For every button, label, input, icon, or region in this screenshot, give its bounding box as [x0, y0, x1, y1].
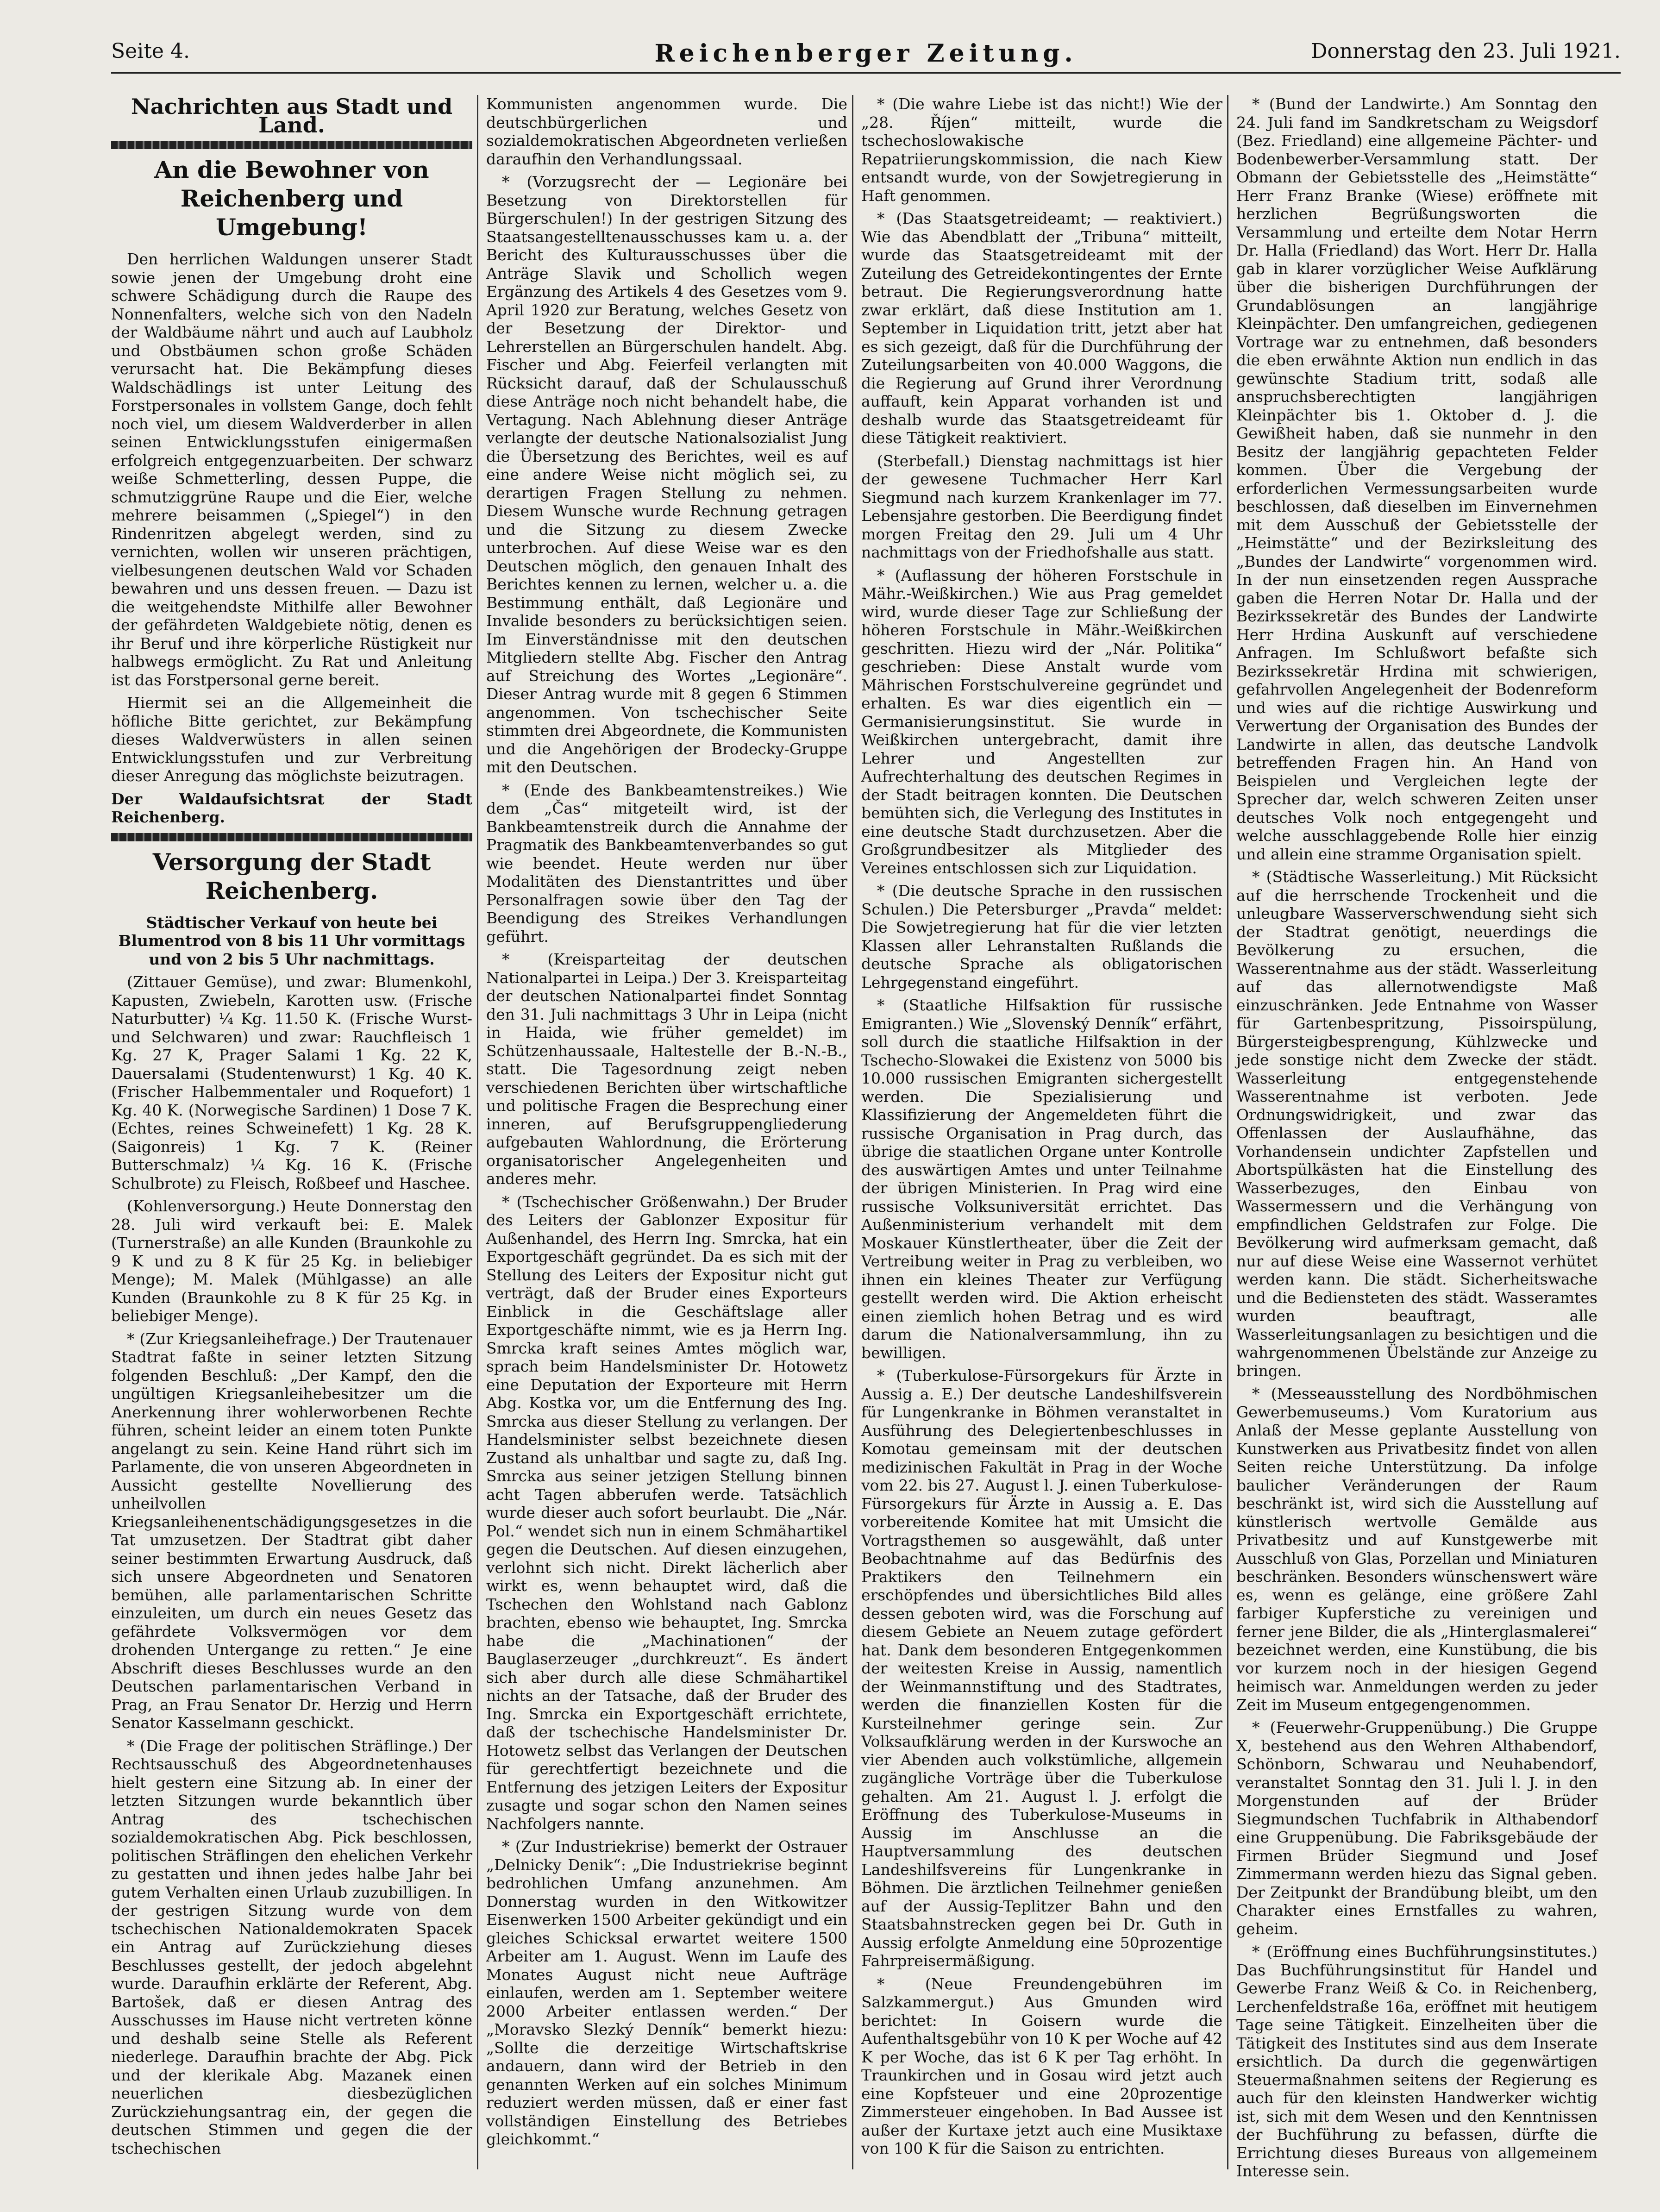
article-paragraph: * (Kreisparteitag der deutschen Nationalpartei in Leipa.) Der 3. Kreisparteitag der deutschen Nationalpartei findet Sonntag den 31. Juli nachmittags 3 Uhr in Leipa (nicht in Haida, wie früher gemeldet) im Schützenhaussaale, Haltestelle der B.-N.-B., statt. Die Tagesordnung zeigt neben verschiedenen Berichten über wirtschaftliche und politische Fragen die Besprechung einer inneren, auf Berufsgruppengliederung aufgebauten Wahlordnung, die Erörterung organisatorischer Angelegenheiten und anderes mehr.	[486, 950, 847, 1188]
column-rule	[852, 95, 853, 2169]
page-number: Seite 4.	[111, 39, 190, 63]
column-3	[861, 95, 1222, 2169]
article-paragraph: * (Feuerwehr-Gruppenübung.) Die Gruppe X, bestehend aus den Wehren Althabendorf, Schönborn, Schwarau und Neuhabendorf, veranstaltet Sonntag den 31. Juli l. J. in den Morgenstunden auf der Brüder Siegmundschen Tuchfabrik in Althabendorf eine Gruppenübung. Die Fabriksgebäude der Firmen Brüder Siegmund und Josef Zimmermann werden hiezu das Signal geben. Der Zeitpunkt der Brandübung bleibt, um den Charakter eines Ernstfalles zu wahren, geheim.	[1236, 1718, 1597, 1938]
column-rule	[1227, 95, 1228, 2169]
column-rule	[477, 95, 478, 2169]
article-paragraph: * (Städtische Wasserleitung.) Mit Rücksicht auf die herrschende Trockenheit und die unleugbare Wasserverschwendung sieht sich der Stadtrat genötigt, neuerdings die Bevölkerung zu ersuchen, die Wasserentnahme aus der städt. Wasserleitung auf das allernotwendigste Maß einzuschränken. Jede Entnahme von Wasser für Gartenbespritzung, Pissoirspülung, Bürgersteigbesprengung, Kühlzwecke und jede sonstige nicht dem Zwecke der städt. Wasserleitung entgegenstehende Wasserentnahme ist verboten. Jede Ordnungswidrigkeit, und zwar das Offenlassen der Auslaufhähne, das Vorhandensein undichter Zapfstellen und Abortspülkästen hat die Einstellung des Wasserbezuges, den Einbau von Wassermessern und die Verhängung von empfindlichen Geldstrafen zur Folge. Die Bevölkerung wird aufmerksam gemacht, daß nur auf diese Weise eine Wassernot verhütet werden kann. Die städt. Sicherheitswache und die Bediensteten des städt. Wasseramtes wurden beauftragt, alle Wasserleitungsanlagen zu besichtigen und die wahrgenommenen Übelstände zur Anzeige zu bringen.	[1236, 868, 1597, 1380]
article-headline: An die Bewohner von Reichenberg und Umgebung!	[154, 156, 429, 241]
article-paragraph: (Kohlenversorgung.) Heute Donnerstag den 28. Juli wird verkauft bei: E. Malek (Turnerstraße) an alle Kunden (Braunkohle zu 9 K und zu 8 K für 25 Kg. in beliebiger Menge); M. Malek (Mühlgasse) an alle Kunden (Braunkohle zu 8 K für 25 Kg. in beliebiger Menge).	[111, 1197, 472, 1325]
article-paragraph: * (Eröffnung eines Buchführungsinstitutes.) Das Buchführungsinstitut für Handel und Gewerbe Franz Weiß & Co. in Reichenberg, Lerchenfeldstraße 16a, eröffnet mit heutigem Tage seine Tätigkeit. Einzelheiten über die Tätigkeit des Institutes sind aus dem Inserate ersichtlich. Da durch die gegenwärtigen Steuermaßnahmen seitens der Regierung es auch für den kleinsten Handwerker wichtig ist, sich mit dem Wesen und den Kenntnissen der Buchführung zu befassen, dürfte die Errichtung dieses Bureaus von allgemeinem Interesse sein.	[1236, 1943, 1597, 2180]
article-paragraph: * (Staatliche Hilfsaktion für russische Emigranten.) Wie „Slovenský Denník“ erfährt, soll durch die staatliche Hilfsaktion in der Tschecho-Slowakei die Existenz von 5000 bis 10.000 russischen Emigranten sichergestellt werden. Die Spezialisierung und Klassifizierung der Angemeldeten führt die russische Organisation in Prag durch, das übrige die staatlichen Organe unter Kontrolle des auswärtigen Amtes und unter Teilnahme der übrigen Ministerien. In Prag wird eine russische Volksuniversität errichtet. Das Außenministerium verhandelt mit dem Moskauer Künstlertheater, über die Zeit der Vertreibung weiter in Prag zu verbleiben, wo ihnen ein kleines Theater zur Verfügung gestellt werden wird. Die Aktion erheischt einen ziemlich hohen Betrag und es wird darum die Nationalversammlung, ihn zu bewilligen.	[861, 996, 1222, 1362]
article-paragraph: * (Zur Kriegsanleihefrage.) Der Trautenauer Stadtrat faßte in seiner letzten Sitzung folgenden Beschluß: „Der Kampf, den die ungültigen Kriegsanleihebesitzer um die Anerkennung ihrer wohlerworbenen Rechte führen, scheint leider an einem toten Punkte angelangt zu sein. Keine Hand rührt sich im Parlamente, die von unseren Abgeordneten in Aussicht gestellte Novellierung des unheilvollen Kriegsanleihenentschädigungsgesetzes in die Tat umzusetzen. Der Stadtrat gibt daher seiner bestimmten Erwartung Ausdruck, daß sich unsere Abgeordneten und Senatoren bemühen, alle parlamentarischen Schritte einzuleiten, um durch ein neues Gesetz das gefährdete Volksvermögen vor dem drohenden Untergange zu retten.“ Je eine Abschrift dieses Beschlusses wurde an den Deutschen parlamentarischen Verband in Prag, an Frau Senator Dr. Herzig und Herrn Senator Kasselmann geschickt.	[111, 1329, 472, 1732]
section-headline: Versorgung der Stadt Reichenberg.	[152, 848, 431, 904]
article-paragraph: * (Tschechischer Größenwahn.) Der Bruder des Leiters der Gablonzer Expositur für Außenhandel, des Herrn Ing. Smrcka, hat ein Exportgeschäft gegründet. Da es sich mit der Stellung des Leiters der Expositur nicht gut verträgt, daß der Bruder eines Exporteurs Einblick in die Geschäftslage aller Exportgeschäfte nimmt, wie es ja Herrn Ing. Smrcka kraft seines Amtes möglich war, sprach beim Handelsminister Dr. Hotowetz eine Deputation der Exporteure mit Herrn Abg. Kostka vor, um die Entfernung des Ing. Smrcka aus dieser Stellung zu verlangen. Der Handelsminister selbst bezeichnete diesen Zustand als unhaltbar und sagte zu, daß Ing. Smrcka aus seiner jetzigen Stellung binnen acht Tagen abberufen werde. Tatsächlich wurde dieser auch sofort beurlaubt. Die „Nár. Pol.“ wendet sich nun in einem Schmähartikel gegen die Deutschen. Auf diesen einzugehen, verlohnt sich nicht. Direkt lächerlich aber wirkt es, wenn behauptet wird, daß die Tschechen den Wohlstand nach Gablonz brachten, ebenso wie behauptet, Ing. Smrcka habe die „Machinationen“ der Bauglaserzeuger „durchkreuzt“. Es ändert sich aber durch alle diese Schmähartikel nichts an der Tatsache, daß der Bruder des Ing. Smrcka ein Exportgeschäft errichtete, daß der tschechische Handelsminister Dr. Hotowetz selbst das Verlangen der Deutschen für gerechtfertigt bezeichnete und die Entfernung des jetzigen Leiters der Expositur zusagte und sogar schon den Namen seines Nachfolgers nannte.	[486, 1192, 847, 1833]
article-paragraph: Den herrlichen Waldungen unserer Stadt sowie jenen der Umgebung droht eine schwere Schädigung durch die Raupe des Nonnenfalters, welche sich von den Nadeln der Waldbäume nährt und auch auf Laubholz und Obstbäumen schon große Schäden verursacht hat. Die Bekämpfung dieses Waldschädlings ist unter Leitung des Forstpersonales in vollstem Gange, doch fehlt noch viel, um diesem Waldverderber in allen seinen Entwicklungsstufen einigermaßen erfolgreich entgegenzuarbeiten. Der schwarz weiße Schmetterling, dessen Puppe, die schmutziggrüne Raupe und die Eier, welche mehrere beisammen („Spiegel“) in den Rindenritzen abgelegt werden, sind zu vernichten, wollen wir unseren prächtigen, vielbesungenen deutschen Wald vor Schaden bewahren und uns dessen freuen. — Dazu ist die weitgehendste Mithilfe aller Bewohner der gefährdeten Waldgebiete nötig, denen es ihr Beruf und ihre körperliche Rüstigkeit nur halbwegs ermöglicht. Zu Rat und Anleitung ist das Forstpersonal gerne bereit.	[111, 250, 472, 689]
article-paragraph: (Sterbefall.) Dienstag nachmittags ist hier der gewesene Tuchmacher Herr Karl Siegmund nach kurzem Krankenlager im 77. Lebensjahre gestorben. Die Beerdigung findet morgen Freitag den 29. Juli um 4 Uhr nachmittags von der Friedhofshalle aus statt.	[861, 451, 1222, 561]
article-paragraph: * (Vorzugsrecht der — Legionäre bei Besetzung von Direktorstellen für Bürgerschulen!) In der gestrigen Sitzung des Staatsangestelltenausschusses kam u. a. der Bericht des Kulturausschusses über die Anträge Slavik und Schollich wegen Ergänzung des Artikels 4 des Gesetzes vom 9. April 1920 zur Beratung, welches Gesetz von der Besetzung der Direktor- und Lehrerstellen an Bürgerschulen handelt. Abg. Fischer und Abg. Feierfeil verlangten mit Rücksicht darauf, daß der Schulausschuß diese Anträge noch nicht behandelt habe, die Vertagung. Nach Ablehnung dieser Anträge verlangte der deutsche Nationalsozialist Jung die Übersetzung des Berichtes, weil es auf eine andere Weise nicht möglich sei, zu derartigen Fragen Stellung zu nehmen. Diesem Wunsche wurde Rechnung getragen und die Sitzung zu diesem Zwecke unterbrochen. Auf diese Weise war es den Deutschen möglich, den genauen Inhalt des Berichtes kennen zu lernen, welcher u. a. die Bestimmung enthält, daß Legionäre und Invalide besonders zu berücksichtigen seien. Im Einverständnisse mit den deutschen Mitgliedern stellte Abg. Fischer den Antrag auf Streichung des Wortes „Legionäre“. Dieser Antrag wurde mit 8 gegen 6 Stimmen angenommen. Von tschechischer Seite stimmten drei Abgeordnete, die Kommunisten und die Angehörigen der Brodecky-Gruppe mit den Deutschen.	[486, 173, 847, 776]
article-paragraph: * (Die wahre Liebe ist das nicht!) Wie der „28. Říjen“ mitteilt, wurde die tschechoslowakische Repatriierungskommission, die nach Kiew entsandt wurde, von der Sowjetregierung in Haft genommen.	[861, 95, 1222, 205]
article-paragraph: * (Tuberkulose-Fürsorgekurs für Ärzte in Aussig a. E.) Der deutsche Landeshilfsverein für Lungenkranke in Böhmen veranstaltet in Ausführung des Delegiertenbeschlusses in Komotau gemeinsam mit der deutschen medizinischen Fakultät in Prag in der Woche vom 22. bis 27. August l. J. einen Tuberkulose-Fürsorgekurs für Ärzte in Aussig a. E. Das vorbereitende Komitee hat mit Umsicht die Vortragsthemen so ausgewählt, daß unter Beobachtnahme auf das Bedürfnis des Praktikers den Teilnehmern ein erschöpfendes und übersichtliches Bild alles dessen geboten wird, was die Forschung auf diesem Gebiete an Neuem zutage gefördert hat. Dank dem besonderen Entgegenkommen der weitesten Kreise in Aussig, namentlich der Weinmannstiftung und des Stadtrates, werden die finanziellen Kosten für die Kursteilnehmer geringe sein. Zur Volksaufklärung werden in der Kurswoche an vier Abenden auch volkstümliche, allgemein zugängliche Vorträge über die Tuberkulose gehalten. Am 21. August l. J. erfolgt die Eröffnung des Tuberkulose-Museums in Aussig im Anschlusse an die Hauptversammlung des deutschen Landeshilfsvereins für Lungenkranke in Böhmen. Die ärztlichen Teilnehmer genießen auf der Aussig-Teplitzer Bahn und den Staatsbahnstrecken gegen bei Dr. Guth in Aussig erfolgte Anmeldung eine 50prozentige Fahrpreisermäßigung.	[861, 1366, 1222, 1970]
article-paragraph: * (Auflassung der höheren Forstschule in Mähr.-Weißkirchen.) Wie aus Prag gemeldet wird, wurde dieser Tage zur Schließung der höheren Forstschule in Mähr.-Weißkirchen geschritten. Hiezu wird der „Nár. Politika“ geschrieben: Diese Anstalt wurde vom Mährischen Forstschulvereine gegründet und erhalten. Es war dies eigentlich ein — Germanisierungsinstitut. Sie wurde in Weißkirchen untergebracht, damit ihre Lehrer und Angestellten zur Aufrechterhaltung des deutschen Regimes in der Stadt beitragen konnten. Die Deutschen bemühten sich, die Verlegung des Institutes in eine deutsche Stadt durchzusetzen. Aber die Großgrundbesitzer als Mitglieder des Vereines entschlossen sich zur Liquidation.	[861, 566, 1222, 877]
section-subheading: Städtischer Verkauf von heute bei Blumentrod von 8 bis 11 Uhr vormittags und von 2 bis 5 Uhr nachmittags.	[118, 913, 465, 968]
article-paragraph: * (Die Frage der politischen Sträflinge.) Der Rechtsausschuß des Abgeordnetenhauses hielt gestern eine Sitzung ab. In einer der letzten Sitzungen wurde bekanntlich über Antrag des tschechischen sozialdemokratischen Abg. Pick beschlossen, politischen Sträflingen den ehelichen Verkehr zu gestatten und ihnen jedes halbe Jahr bei gutem Verhalten einen Urlaub zuzubilligen. In der gestrigen Sitzung wurde von dem tschechischen Nationaldemokraten Spacek ein Antrag auf Zurückziehung dieses Beschlusses gestellt, der jedoch abgelehnt wurde. Daraufhin erklärte der Referent, Abg. Bartošek, daß er diesen Antrag des Ausschusses im Hause nicht vertreten könne und deshalb seine Stelle als Referent niederlege. Daraufhin brachte der Abg. Pick und der klerikale Abg. Mazanek einen neuerlichen diesbezüglichen Zurückziehungsantrag ein, der gegen die deutschen Stimmen und gegen die der tschechischen	[111, 1736, 472, 2157]
newspaper-title: Reichenberger Zeitung.	[654, 39, 1077, 68]
issue-date: Donnerstag den 23. Juli 1921.	[1311, 39, 1621, 63]
column-4	[1236, 95, 1597, 2180]
article-paragraph: (Zittauer Gemüse), und zwar: Blumenkohl, Kapusten, Zwiebeln, Karotten usw. (Frische Naturbutter) ¼ Kg. 11.50 K. (Frische Wurst- und Selchwaren) und zwar: Rauchfleisch 1 Kg. 27 K, Prager Salami 1 Kg. 22 K, Dauersalami (Studentenwurst) 1 Kg. 40 K. (Frischer Halbemmentaler und Roquefort) 1 Kg. 40 K. (Norwegische Sardinen) 1 Dose 7 K. (Echtes, reines Schweinefett) 1 Kg. 28 K. (Saigonreis) 1 Kg. 7 K. (Reiner Butterschmalz) ¼ Kg. 16 K. (Frische Schulbrote) zu Fleisch, Roßbeef und Haschee.	[111, 973, 472, 1192]
column-1	[111, 95, 472, 2169]
ornament-rule	[111, 833, 472, 841]
article-signature: Der Waldaufsichtsrat der Stadt Reichenberg.	[111, 790, 472, 826]
article-paragraph: * (Messeausstellung des Nordböhmischen Gewerbemuseums.) Vom Kuratorium aus Anlaß der Messe geplante Ausstellung von Kunstwerken aus Privatbesitz findet von allen Seiten reiche Unterstützung. Da infolge baulicher Veränderungen der Raum beschränkt ist, wird sich die Ausstellung auf künstlerisch wertvolle Gemälde aus Privatbesitz und auf Kunstgewerbe mit Ausschluß von Glas, Porzellan und Miniaturen beschränken. Besonders wünschenswert wäre es, wenn es gelänge, eine größere Zahl farbiger Kupferstiche zu vereinigen und ferner jene Bilder, die als „Hinterglasmalerei“ bezeichnet werden, eine Kunstübung, die bis vor kurzem noch in der hiesigen Gegend heimisch war. Anmeldungen werden zu jeder Zeit im Museum entgegengenommen.	[1236, 1385, 1597, 1714]
article-paragraph: Kommunisten angenommen wurde. Die deutschbürgerlichen und sozialdemokratischen Abgeordneten verließen daraufhin den Verhandlungssaal.	[486, 95, 847, 168]
article-paragraph: * (Die deutsche Sprache in den russischen Schulen.) Die Petersburger „Pravda“ meldet: Die Sowjetregierung hat für die vier letzten Klassen aller Lehranstalten Rußlands die deutsche Sprache als obligatorischen Lehrgegenstand eingeführt.	[861, 882, 1222, 991]
article-paragraph: * (Zur Industriekrise) bemerkt der Ostrauer „Delnicky Denik“: „Die Industriekrise beginnt bedrohlichen Umfang anzunehmen. Am Donnerstag wurden in den Witkowitzer Eisenwerken 1500 Arbeiter gekündigt und ein gleiches Schicksal erwartet weitere 1500 Arbeiter am 1. August. Wenn im Laufe des Monates August nicht neue Aufträge einlaufen, werden am 1. September weitere 2000 Arbeiter entlassen werden.“ Der „Moravsko Slezký Denník“ bemerkt hiezu: „Sollte die derzeitige Wirtschaftskrise andauern, dann wird der Betrieb in den genannten Werken auf ein solches Minimum reduziert werden müssen, daß er einer fast vollständigen Einstellung des Betriebes gleichkommt.“	[486, 1837, 847, 2148]
article-paragraph: Hiermit sei an die Allgemeinheit die höfliche Bitte gerichtet, zur Bekämpfung dieses Waldverwüsters in allen seinen Entwicklungsstufen und zur Verbreitung dieser Anregung das möglichste beizutragen.	[111, 694, 472, 785]
ornament-rule	[111, 141, 472, 149]
article-paragraph: * (Neue Freundengebühren im Salzkammergut.) Aus Gmunden wird berichtet: In Goisern wurde die Aufenthaltsgebühr von 10 K per Woche auf 42 K per Woche, das ist 6 K per Tag erhöht. In Traunkirchen und in Gosau wird jetzt auch eine Kopfsteuer und eine 20prozentige Zimmersteuer eingehoben. In Bad Aussee ist außer der Kurtaxe jetzt auch eine Musiktaxe von 100 K für die Saison zu entrichten.	[861, 1974, 1222, 2157]
masthead	[111, 39, 1621, 74]
column-2	[486, 95, 847, 2169]
section-heading: Nachrichten aus Stadt und Land.	[131, 94, 453, 138]
article-paragraph: * (Ende des Bankbeamtenstreikes.) Wie dem „Čas“ mitgeteilt wird, ist der Bankbeamtenstreik durch die Annahme der Pragmatik des Bankbeamtenverbandes so gut wie beendet. Heute werden nur über Modalitäten des Dienstantrittes und über Personalfragen sowie über den Tag der Beendigung des Streikes Verhandlungen geführt.	[486, 781, 847, 946]
article-paragraph: * (Bund der Landwirte.) Am Sonntag den 24. Juli fand im Sandkretscham zu Weigsdorf (Bez. Friedland) eine allgemeine Pächter- und Bodenbewerber-Versammlung statt. Der Obmann der Gebietsstelle des „Heimstätte“ Herr Franz Branke (Wiese) eröffnete mit herzlichen Begrüßungsworten die Versammlung und erteilte dem Notar Herrn Dr. Halla (Friedland) das Wort. Herr Dr. Halla gab in klarer vorzüglicher Weise Aufklärung über die bisherigen Durchführungen der Grundablösungen an langjährige Kleinpächter. Den umfangreichen, gediegenen Vortrage war zu entnehmen, daß besonders die eben erwähnte Aktion nun endlich in das gewünschte Stadium tritt, sodaß alle anspruchsberechtigten langjährigen Kleinpächter bis 1. Oktober d. J. die Gewißheit haben, daß sie nunmehr in den Besitz der langjährig gepachteten Felder kommen. Über die Vergebung der erforderlichen Vermessungsarbeiten wurde beschlossen, daß dieselben im Einvernehmen mit dem Ausschuß der Gebietsstelle der „Heimstätte“ und der Bezirksleitung des „Bundes der Landwirte“ vorgenommen wird. In der nun einsetzenden regen Aussprache gaben die Herren Notar Dr. Halla und der Bezirkssekretär des Bundes der Landwirte Herr Hrdina Auskunft auf verschiedene Anfragen. Im Schlußwort befaßte sich Bezirkssekretär Hrdina mit schwierigen, gefahrvollen Angelegenheit der Bodenreform und wies auf die richtige Auswirkung und Verwertung der Organisation des Bundes der Landwirte in allen, das deutsche Landvolk betreffenden Fragen hin. An Hand von Beispielen und Vergleichen legte der Sprecher dar, welch schweren Zeiten unser deutsches Volk noch entgegengeht und welche ausschlaggebende Rolle hier einzig und allein eine stramme Organisation spielt.	[1236, 95, 1597, 863]
article-paragraph: * (Das Staatsgetreideamt; — reaktiviert.) Wie das Abendblatt der „Tribuna“ mitteilt, wurde das Staatsgetreideamt mit der Zuteilung des Getreidekontingentes der Ernte betraut. Die Regierungsverordnung hatte zwar erklärt, daß diese Institution am 1. September in Liquidation tritt, jetzt aber hat es sich gezeigt, daß für die Durchführung der Zuteilungsarbeiten von 40.000 Waggons, die die Regierung auf Grund ihrer Verordnung auffauft, kein Apparat vorhanden ist und deshalb wurde das Staatsgetreideamt für diese Tätigkeit reaktiviert.	[861, 209, 1222, 447]
